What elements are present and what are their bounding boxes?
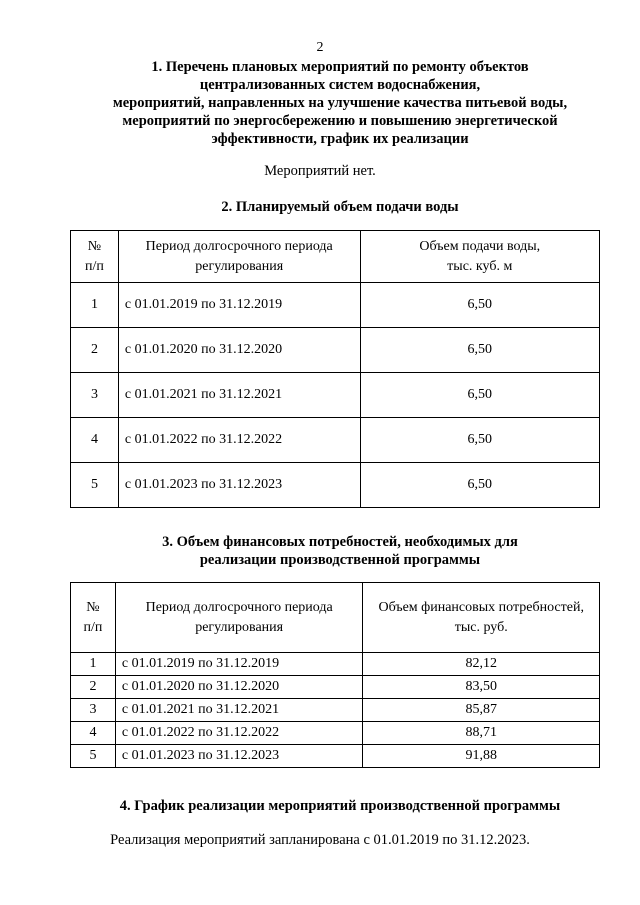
header-num-line: п/п: [85, 258, 104, 274]
section-1-title-line: 1. Перечень плановых мероприятий по ремонту объектов: [151, 59, 529, 75]
row-value: 6,50: [360, 418, 600, 463]
section-3-title: [60, 533, 620, 569]
row-value: 91,88: [363, 745, 600, 768]
table-header-row: [71, 583, 600, 653]
table-row: [71, 699, 600, 722]
row-value: 85,87: [363, 699, 600, 722]
row-num: 2: [71, 676, 116, 699]
row-value: 6,50: [360, 283, 600, 328]
financial-needs-table: [70, 582, 600, 768]
table-row: [71, 283, 600, 328]
row-num: 4: [71, 722, 116, 745]
row-num: 2: [71, 328, 119, 373]
section-1-title-line: централизованных систем водоснабжения,: [199, 77, 481, 93]
section-1-title-line: мероприятий по энергосбережению и повышению энергетической: [122, 113, 558, 129]
header-num: [71, 231, 119, 283]
row-value: 6,50: [360, 463, 600, 508]
header-num-line: №: [87, 238, 102, 254]
header-num-line: №: [86, 599, 100, 615]
row-value: 6,50: [360, 373, 600, 418]
section-3-title-line: реализации производственной программы: [199, 552, 481, 568]
header-value: [363, 583, 600, 653]
page-number: 2: [316, 40, 324, 55]
section-1-note: Мероприятий нет.: [264, 163, 376, 179]
section-1-title-line: мероприятий, направленных на улучшение качества питьевой воды,: [112, 95, 568, 111]
row-period: с 01.01.2021 по 31.12.2021: [115, 699, 363, 722]
section-1-title: [60, 58, 620, 148]
section-1-title-line: эффективности, график их реализации: [211, 131, 469, 147]
section-2-title: 2. Планируемый объем подачи воды: [221, 199, 459, 215]
row-value: 82,12: [363, 653, 600, 676]
section-4-text: Реализация мероприятий запланирована с 01.01.2019 по 31.12.2023.: [110, 832, 530, 848]
header-value-line: Объем финансовых потребностей,: [378, 599, 584, 615]
table-row: [71, 328, 600, 373]
water-supply-table: [70, 230, 600, 508]
header-num: [71, 583, 116, 653]
row-period: с 01.01.2020 по 31.12.2020: [115, 676, 363, 699]
table-row: [71, 418, 600, 463]
row-num: 3: [71, 373, 119, 418]
row-period: с 01.01.2019 по 31.12.2019: [118, 283, 360, 328]
header-value: [360, 231, 600, 283]
row-period: с 01.01.2023 по 31.12.2023: [118, 463, 360, 508]
header-value-line: тыс. куб. м: [447, 258, 513, 274]
header-period: [118, 231, 360, 283]
row-value: 6,50: [360, 328, 600, 373]
section-3-title-line: 3. Объем финансовых потребностей, необходимых для: [162, 534, 518, 550]
row-period: с 01.01.2022 по 31.12.2022: [115, 722, 363, 745]
table-row: [71, 463, 600, 508]
row-value: 88,71: [363, 722, 600, 745]
row-num: 5: [71, 745, 116, 768]
table-row: [71, 653, 600, 676]
header-value-line: тыс. руб.: [454, 619, 508, 635]
header-period: [115, 583, 363, 653]
header-period-line: Период долгосрочного периода: [145, 238, 333, 254]
table-row: [71, 373, 600, 418]
table-row: [71, 676, 600, 699]
row-period: с 01.01.2020 по 31.12.2020: [118, 328, 360, 373]
header-period-line: регулирования: [195, 258, 284, 274]
header-value-line: Объем подачи воды,: [419, 238, 541, 254]
row-period: с 01.01.2022 по 31.12.2022: [118, 418, 360, 463]
row-num: 5: [71, 463, 119, 508]
row-num: 1: [71, 283, 119, 328]
row-value: 83,50: [363, 676, 600, 699]
header-period-line: регулирования: [195, 619, 284, 635]
table-row: [71, 745, 600, 768]
table-row: [71, 722, 600, 745]
row-period: с 01.01.2021 по 31.12.2021: [118, 373, 360, 418]
header-num-line: п/п: [83, 619, 103, 635]
table-header-row: [71, 231, 600, 283]
row-num: 1: [71, 653, 116, 676]
row-period: с 01.01.2023 по 31.12.2023: [115, 745, 363, 768]
row-num: 3: [71, 699, 116, 722]
row-period: с 01.01.2019 по 31.12.2019: [115, 653, 363, 676]
row-num: 4: [71, 418, 119, 463]
section-4-title: 4. График реализации мероприятий производственной программы: [119, 798, 561, 814]
header-period-line: Период долгосрочного периода: [145, 599, 333, 615]
